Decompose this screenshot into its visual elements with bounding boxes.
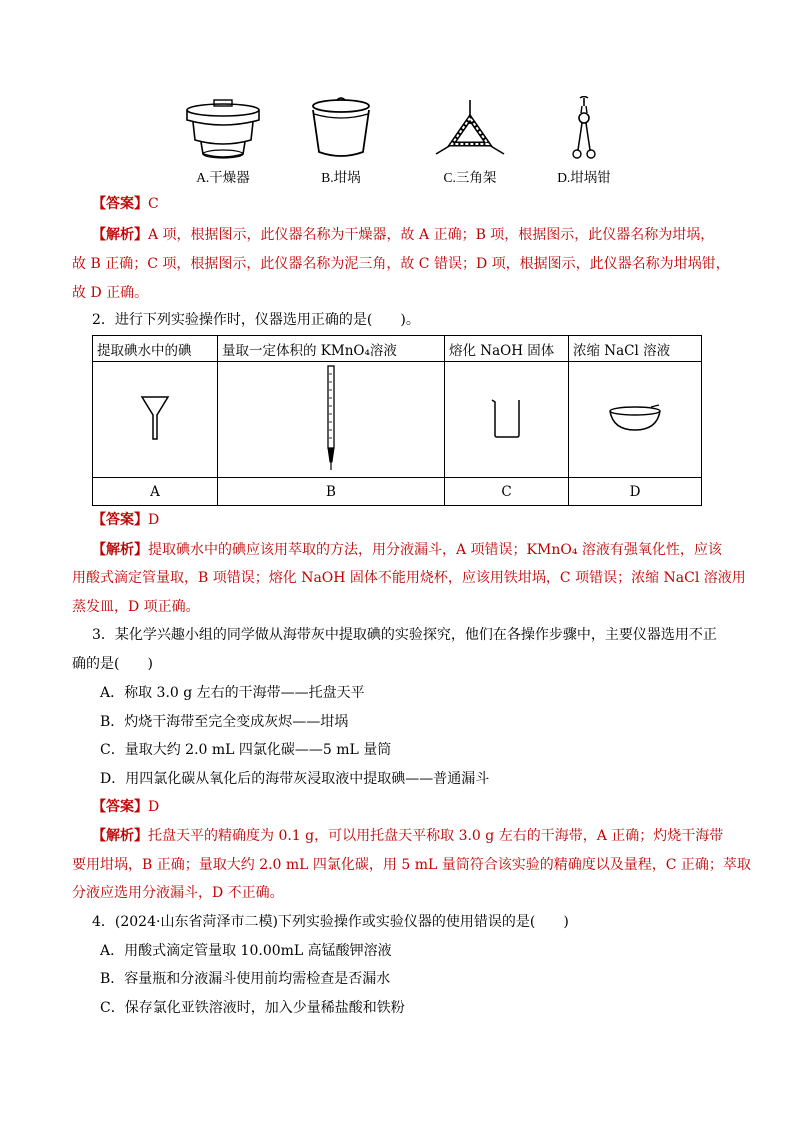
q4-option-b: B．容量瓶和分液漏斗使用前均需检查是否漏水: [100, 971, 391, 987]
table-header: 浓缩 NaCl 溶液: [569, 336, 702, 362]
q3-stem-line-1: 3．某化学兴趣小组的同学做从海带灰中提取碘的实验探究，他们在各操作步骤中，主要仪器选用不正: [92, 627, 717, 643]
table-cell: [93, 362, 218, 478]
crucible-icon: [306, 96, 376, 162]
q2-analysis-line-1: 【解析】提取碘水中的碘应该用萃取的方法，用分液漏斗，A 项错误；KMnO₄ 溶液有强氧化性，应该: [92, 542, 722, 558]
q4-stem: 4．(2024·山东省菏泽市二模)下列实验操作或实验仪器的使用错误的是( ): [92, 914, 569, 930]
q3-stem-line-2: 确的是( ): [72, 656, 153, 672]
apparatus-b-label: B.坩埚: [321, 170, 361, 185]
q2-stem: 2．进行下列实验操作时，仪器选用正确的是( )。: [92, 312, 420, 328]
table-label-row: [93, 478, 702, 506]
q3-analysis-line-2: 要用坩埚，B 正确；量取大约 2.0 mL 四氯化碳，用 5 mL 量筒符合该实验的精确度以及量程，C 正确；萃取: [72, 857, 751, 873]
apparatus-b: [276, 96, 406, 186]
burette-icon: [321, 364, 341, 472]
q3-answer: 【答案】D: [92, 799, 160, 815]
table-header-row: [93, 336, 702, 362]
table-header: 量取一定体积的 KMnO₄溶液: [218, 336, 445, 362]
table-header: 提取碘水中的碘: [93, 336, 218, 362]
q1-analysis-line-3: 故 D 正确。: [72, 285, 149, 301]
apparatus-c: [405, 96, 535, 186]
q2-analysis-line-3: 蒸发皿，D 项正确。: [72, 599, 200, 615]
beaker-icon: [489, 397, 525, 439]
evaporating-dish-icon: [607, 403, 663, 433]
triangle-stand-icon: [428, 96, 512, 162]
table-cell: C: [445, 478, 569, 506]
q2-analysis-line-2: 用酸式滴定管量取，B 项错误；熔化 NaOH 固体不能用烧杯，应该用铁坩埚，C 项错误；浓缩 NaCl 溶液用: [72, 570, 746, 586]
q3-analysis-line-3: 分液应选用分液漏斗，D 不正确。: [72, 885, 284, 901]
q4-option-c: C．保存氯化亚铁溶液时，加入少量稀盐酸和铁粉: [100, 1000, 405, 1016]
q1-answer: 【答案】C: [92, 196, 159, 212]
table-cell: A: [93, 478, 218, 506]
table-cell: [218, 362, 445, 478]
table-cell: D: [569, 478, 702, 506]
q3-option-a: A．称取 3.0 g 左右的干海带——托盘天平: [100, 685, 365, 701]
q3-option-b: B．灼烧干海带至完全变成灰烬——坩埚: [100, 714, 349, 730]
table-cell: B: [218, 478, 445, 506]
crucible-tongs-icon: [559, 96, 609, 162]
apparatus-a: [158, 96, 288, 186]
table-cell: [569, 362, 702, 478]
q1-analysis-line-1: 【解析】A 项，根据图示，此仪器名称为干燥器，故 A 正确；B 项，根据图示，此仪器名称为坩埚，: [92, 227, 715, 243]
table-cell: [445, 362, 569, 478]
q3-option-d: D．用四氯化碳从氧化后的海带灰浸取液中提取碘——普通漏斗: [100, 771, 490, 787]
q3-analysis-line-1: 【解析】托盘天平的精确度为 0.1 g，可以用托盘天平称取 3.0 g 左右的干海带，A 正确；灼烧干海带: [92, 828, 724, 844]
q4-option-a: A．用酸式滴定管量取 10.00mL 高锰酸钾溶液: [100, 943, 392, 959]
apparatus-a-label: A.干燥器: [196, 170, 250, 185]
desiccator-icon: [181, 96, 265, 162]
apparatus-d-label: D.坩埚钳: [557, 170, 611, 185]
apparatus-d: [519, 96, 649, 186]
q1-analysis-line-2: 故 B 正确；C 项，根据图示，此仪器名称为泥三角，故 C 错误；D 项，根据图示，此仪器名称为坩埚钳，: [72, 256, 730, 272]
table-header: 熔化 NaOH 固体: [445, 336, 569, 362]
q2-apparatus-table: [92, 335, 702, 506]
funnel-icon: [140, 393, 170, 443]
q2-answer: 【答案】D: [92, 512, 160, 528]
q3-option-c: C．量取大约 2.0 mL 四氯化碳——5 mL 量筒: [100, 742, 392, 758]
table-image-row: [93, 362, 702, 478]
apparatus-c-label: C.三角架: [443, 170, 497, 185]
